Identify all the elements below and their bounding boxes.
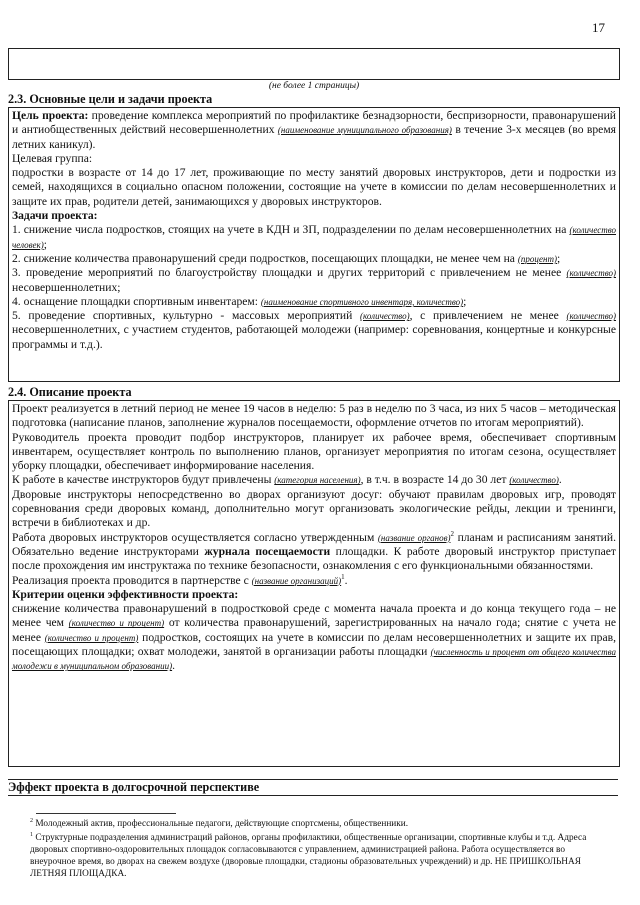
- task-3: 3. проведение мероприятий по благоустройству площадки и других территорий с привлечением не менее (количество) несовершеннолетних;: [12, 266, 616, 294]
- target-text: подростки в возрасте от 14 до 17 лет, проживающие по месту занятий дворовых инструкторов, дети и подростки из семей, находящихся в социально опасном положении, состоящие на учете в комиссии по делам несовершеннолетних и защите их прав, родители детей, занимающихся у дворовых инструкторов.: [12, 166, 616, 208]
- footnotes: [30, 818, 610, 882]
- desc-paragraph-3: К работе в качестве инструкторов будут привлечены (категория населения), в т.ч. в возрасте 14 до 30 лет (количество).: [12, 473, 562, 487]
- criteria-placeholder-1: (количество и процент): [68, 618, 165, 629]
- goal-text: проведение комплекса мероприятий по профилактике безнадзорности, беспризорности, правонарушений и антиобщественных действий несовершеннолетних: [12, 109, 616, 137]
- footnote-ref-1: 1: [341, 572, 345, 581]
- desc-paragraph-6: Реализация проекта проводится в партнерстве с (название организаций)$^1$.: [12, 572, 348, 587]
- criteria-label: Критерии оценки эффективности проекта:: [12, 587, 239, 601]
- description-box: [8, 400, 620, 767]
- target-label: Целевая группа:: [12, 151, 93, 165]
- footnote-1: $^1$ Структурные подразделения администраций районов, органы профилактики, общественные организации, спортивные клубы и т.д. Адреса дворовых спортивно-оздоровительных площадок согласовываются с управлением, администрацией района. Работа осуществляется во внеурочное время, во дворах на свежем воздухе (дворовые площадки, стадионы образовательных учреждений) и др. НЕ ПРИШКОЛЬНАЯ ЛЕТНЯЯ ПЛОЩАДКА.: [30, 831, 587, 879]
- summary-caption: (не более 1 страницы): [268, 81, 360, 91]
- section-goals-heading: 2.3. Основные цели и задачи проекта: [8, 92, 213, 106]
- task-5: 5. проведение спортивных, культурно - массовых мероприятий (количество), с привлечением не менее (количество) несовершеннолетних, с участием студентов, работающей молодежи (например: соревнования, концертные и конкурсные программы и т.д.).: [12, 309, 617, 351]
- task-2: 2. снижение количества правонарушений среди подростков, посещающих площадки, не менее чем на (процент);: [12, 251, 561, 265]
- divider: [8, 795, 618, 796]
- tasks-label: Задачи проекта:: [12, 209, 98, 223]
- summary-box: [8, 48, 620, 80]
- task-3-placeholder: (количество): [566, 268, 616, 279]
- footnote-2: $^2$ Молодежный актив, профессиональные педагоги, действующие спортсмены, общественники.: [30, 817, 409, 829]
- goal-placeholder: (наименование муниципального образования): [277, 125, 452, 136]
- goal-tail: в течение 3-х месяцев (во время летних каникул).: [12, 123, 616, 151]
- task-5-placeholder-2: (количество): [566, 311, 617, 322]
- criteria-text: снижение количества правонарушений в подростковой среде с момента начала проекта и до конца текущего года – не менее чем (количество и процент) от количества правонарушений, зарегистрированных на начало года; снятие с учета не менее (количество и процент) подростков, состоящих на учете в комиссии по делам несовершеннолетних и защите их прав, посещающих площадки; охват молодежи, занятой в организации работы площадки (численность и процент от общего количества молодежи в муниципальном образовании).: [12, 602, 616, 673]
- task-5-placeholder-1: (количество): [360, 311, 410, 322]
- task-4-placeholder: (наименование спортивного инвентаря, количество): [260, 296, 464, 307]
- footnote-ref-2: 2: [450, 529, 454, 538]
- goal-paragraph: [12, 109, 616, 152]
- task-4: 4. оснащение площадки спортивным инвентарем: (наименование спортивного инвентаря, количество);: [12, 294, 467, 308]
- criteria-placeholder-2: (количество и процент): [44, 632, 139, 643]
- desc-paragraph-2: Руководитель проекта проводит подбор инструкторов, планирует их рабочее время, обеспечивает спортивным инвентарем, осуществляет контроль по выполнению планов, организует мероприятия по итогам сезона, осуществляет уборку площадки, обеспечивает информирование населения.: [12, 430, 616, 473]
- desc-paragraph-1: Проект реализуется в летний период не менее 19 часов в неделю: 5 раз в неделю по 3 часа, из них 5 часов – методическая подготовка (написание планов, заполнение журналов посещаемости, оформление отчетов по итогам мероприятий).: [12, 402, 616, 430]
- task-1: 1. снижение числа подростков, стоящих на учете в КДН и ЗП, подразделении по делам несовершеннолетних на (количество человек);: [12, 223, 616, 251]
- desc-6-placeholder: (название организаций): [251, 575, 342, 586]
- desc-paragraph-4: Дворовые инструкторы непосредственно во дворах организуют досуг: обучают правилам дворовых игр, проводят соревнования среди дворовых команд, дополнительно могут организовать экологические рейды, лекции и тренинги, встречи в библиотеках и др.: [12, 487, 616, 530]
- goals-box: [8, 107, 620, 382]
- criteria-placeholder-3: (численность и процент от общего количества молодежи в муниципальном образовании): [12, 647, 616, 672]
- effect-heading: Эффект проекта в долгосрочной перспективе: [8, 780, 260, 794]
- attendance-journal: журнала посещаемости: [204, 544, 331, 558]
- task-1-placeholder: (количество человек): [12, 225, 616, 250]
- task-2-placeholder: (процент): [517, 253, 558, 264]
- desc-3-placeholder-1: (категория населения): [274, 475, 361, 486]
- section-desc-heading: 2.4. Описание проекта: [8, 385, 132, 399]
- goal-label: Цель проекта:: [12, 109, 89, 122]
- page-number: 17: [592, 20, 605, 35]
- desc-paragraph-5: Работа дворовых инструкторов осуществляется согласно утвержденным (название органов)$^2$ планам и расписаниям занятий. Обязательно ведение инструкторами журнала посещаемости площадки. К работе дворовый инструктор приступает после прохождения им инструктажа по технике безопасности, ознакомления с его функциональными обязанностями.: [12, 529, 616, 573]
- desc-3-placeholder-2: (количество): [509, 475, 559, 486]
- desc-5-placeholder: (название органов): [377, 532, 451, 543]
- footnote-separator: [36, 813, 176, 814]
